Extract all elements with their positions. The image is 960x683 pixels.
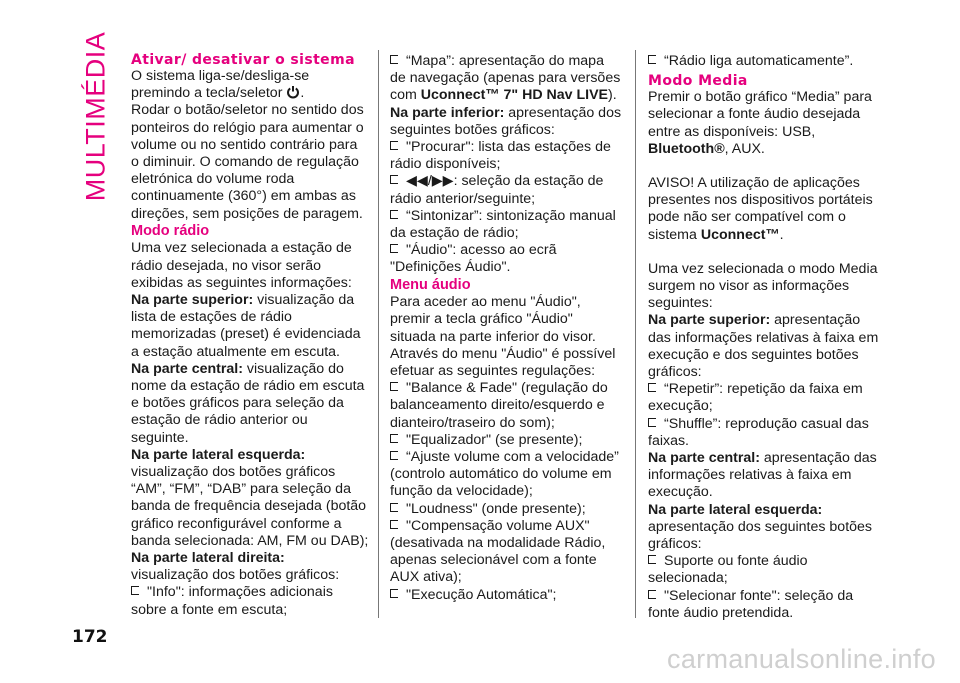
- list-item: [390, 53, 622, 105]
- bullet-icon: [390, 55, 398, 64]
- bullet-icon: [648, 55, 656, 64]
- paragraph-text: .: [300, 85, 305, 102]
- power-icon: [286, 85, 300, 99]
- bullet-icon: [390, 175, 398, 184]
- list-item-text: “Mapa”: apresentação do mapa de navegação (apenas para versões com: [390, 53, 621, 104]
- bullet-icon: [648, 590, 656, 599]
- list-item: [390, 139, 622, 173]
- paragraph: [131, 361, 369, 447]
- bullet-icon: [390, 451, 398, 460]
- label-central-part: Na parte central:: [131, 360, 243, 377]
- spacer: [648, 244, 880, 261]
- column-2: [390, 53, 622, 604]
- product-name: Uconnect™: [700, 226, 780, 243]
- column-1: [131, 53, 369, 619]
- list-item-text: "Áudio": acesso ao ecrã "Definições Áudio".: [390, 242, 557, 276]
- product-name: Uconnect™ 7" HD Nav LIVE: [420, 87, 609, 104]
- label-bottom-part: Na parte inferior:: [390, 104, 505, 121]
- heading-activate-system: Ativar/ desativar o sistema: [131, 52, 355, 68]
- bullet-icon: [390, 589, 398, 598]
- warning-paragraph: [648, 175, 880, 244]
- list-item-text: "Execução Automática";: [406, 586, 557, 603]
- paragraph-text: visualização dos botões gráficos “AM”, “FM”, “DAB” para seleção da banda de frequência desejada (botão gráfico reconfigurável conforme a banda selecionada: AM, FM ou DAB);: [131, 463, 369, 549]
- column-divider: [378, 50, 379, 618]
- list-item: [648, 416, 880, 450]
- bullet-icon: [390, 210, 398, 219]
- paragraph: [648, 502, 880, 554]
- list-item: [648, 381, 880, 415]
- paragraph: Uma vez selecionada a estação de rádio desejada, no visor serão exibidas as seguintes informações:: [131, 240, 352, 291]
- bullet-icon: [131, 586, 139, 595]
- list-item-text: "Equalizador" (se presente);: [406, 431, 583, 448]
- list-item: [390, 501, 622, 518]
- paragraph-text: AVISO! A utilização de aplicações presentes nos dispositivos portáteis pode não ser compatível com o sistema: [648, 175, 873, 243]
- list-item: [131, 584, 369, 618]
- label-left-side: Na parte lateral esquerda:: [648, 501, 823, 518]
- list-item: [648, 588, 880, 622]
- label-left-side: Na parte lateral esquerda:: [131, 446, 306, 463]
- bullet-icon: [390, 382, 398, 391]
- paragraph: [648, 312, 880, 381]
- list-item-text: Suporte ou fonte áudio selecionada;: [648, 553, 808, 587]
- paragraph: [131, 550, 369, 584]
- list-item-text: “Rádio liga automaticamente”.: [664, 53, 854, 69]
- list-item-text: "Loudness" (onde presente);: [406, 500, 586, 517]
- list-item-text: “Repetir”: repetição da faixa em execução;: [648, 381, 863, 415]
- column-3: [648, 53, 880, 622]
- heading-audio-menu: Menu áudio: [390, 276, 471, 293]
- spacer: [648, 158, 880, 175]
- paragraph: [131, 292, 369, 361]
- paragraph-text: apresentação dos seguintes botões gráficos:: [390, 104, 622, 138]
- paragraph-text: , AUX.: [724, 140, 765, 157]
- paragraph-text: apresentação das informações relativas à faixa em execução e dos seguintes botões gráficos:: [648, 312, 879, 381]
- list-item-text: "Selecionar fonte": seleção da fonte áudio pretendida.: [648, 587, 854, 621]
- paragraph: Uma vez selecionada o modo Media surgem no visor as informações seguintes:: [648, 260, 878, 312]
- list-item-text: "Procurar": lista das estações de rádio disponíveis;: [390, 139, 611, 173]
- label-right-side: Na parte lateral direita:: [131, 549, 285, 566]
- paragraph-text: apresentação das informações relativas à faixa em execução.: [648, 450, 877, 501]
- watermark: carmanualsonline.info: [667, 644, 936, 674]
- list-item: [390, 173, 622, 207]
- page-number: 172: [72, 627, 108, 647]
- paragraph: Através do menu "Áudio" é possível efetuar as seguintes regulações:: [390, 345, 616, 379]
- bullet-icon: [648, 383, 656, 392]
- paragraph-text: .: [779, 226, 784, 243]
- bullet-icon: [390, 244, 398, 253]
- list-item-text: "Balance & Fade" (regulação do balanceamento direito/esquerdo e dianteiro/traseiro do som);: [390, 380, 608, 431]
- section-title-text: MULTIMÉDIA: [80, 31, 111, 201]
- paragraph: [131, 447, 369, 550]
- paragraph-text: Premir o botão gráfico “Media” para selecionar a fonte áudio desejada entre as disponíveis: USB,: [648, 89, 872, 140]
- paragraph: [648, 89, 880, 158]
- label-top-part: Na parte superior:: [131, 291, 254, 308]
- heading-radio-mode: Modo rádio: [131, 222, 210, 239]
- paragraph-text: O sistema liga-se/desliga-se premindo a tecla/seletor: [131, 68, 310, 102]
- list-item-text: "Info": informações adicionais sobre a fonte em escuta;: [131, 584, 333, 618]
- paragraph: Para aceder ao menu "Áudio", premir a tecla gráfico "Áudio" situada na parte inferior do visor.: [390, 294, 596, 345]
- bullet-icon: [390, 434, 398, 443]
- paragraph: [131, 68, 369, 102]
- list-item: [648, 53, 880, 70]
- list-item: [648, 553, 880, 587]
- list-item-text: “Shuffle”: reprodução casual das faixas.: [648, 415, 869, 449]
- list-item-text: “Ajuste volume com a velocidade” (controlo automático do volume em função da velocidade);: [390, 448, 619, 500]
- section-title-vertical: [78, 31, 114, 201]
- list-item-text: “Sintonizar”: sintonização manual da estação de rádio;: [390, 207, 616, 242]
- paragraph: Rodar o botão/seletor no sentido dos ponteiros do relógio para aumentar o volume ou no sentido contrário para o diminuir. O comando de regulação eletrónica do volume roda continuamente (360°) em ambas as direções, sem posições de paragem.: [131, 102, 364, 222]
- list-item: [390, 518, 622, 587]
- list-item: [390, 432, 622, 449]
- paragraph-text: apresentação dos seguintes botões gráficos:: [648, 518, 873, 553]
- list-item: [390, 587, 622, 604]
- list-item-text: "Compensação volume AUX" (desativada na modalidade Rádio, apenas selecionável com a fonte AUX ativa);: [390, 517, 606, 586]
- paragraph-text: visualização dos botões gráficos:: [131, 567, 340, 584]
- list-item: [390, 449, 622, 501]
- list-item: [390, 242, 622, 276]
- list-item-text: ).: [608, 87, 617, 104]
- bullet-icon: [390, 141, 398, 150]
- label-top-part: Na parte superior:: [648, 312, 771, 329]
- paragraph: [648, 450, 880, 502]
- label-central-part: Na parte central:: [648, 450, 760, 467]
- paragraph: [390, 105, 622, 139]
- paragraph-text: visualização da lista de estações de rádio memorizadas (preset) é evidenciada a estação atualmente em escuta.: [131, 291, 361, 360]
- list-item-text: ◀◀/▶▶: seleção da estação de rádio anterior/seguinte;: [390, 173, 604, 207]
- list-item: [390, 208, 622, 242]
- bullet-icon: [648, 418, 656, 427]
- bullet-icon: [648, 555, 656, 564]
- bluetooth-label: Bluetooth®: [648, 140, 725, 157]
- bullet-icon: [390, 520, 398, 529]
- bullet-icon: [390, 503, 398, 512]
- heading-media-mode: Modo Media: [648, 73, 748, 90]
- paragraph-text: visualização do nome da estação de rádio em escuta e botões gráficos para seleção da estação de rádio anterior ou seguinte.: [131, 360, 365, 446]
- column-divider: [635, 50, 636, 618]
- list-item: [390, 380, 622, 432]
